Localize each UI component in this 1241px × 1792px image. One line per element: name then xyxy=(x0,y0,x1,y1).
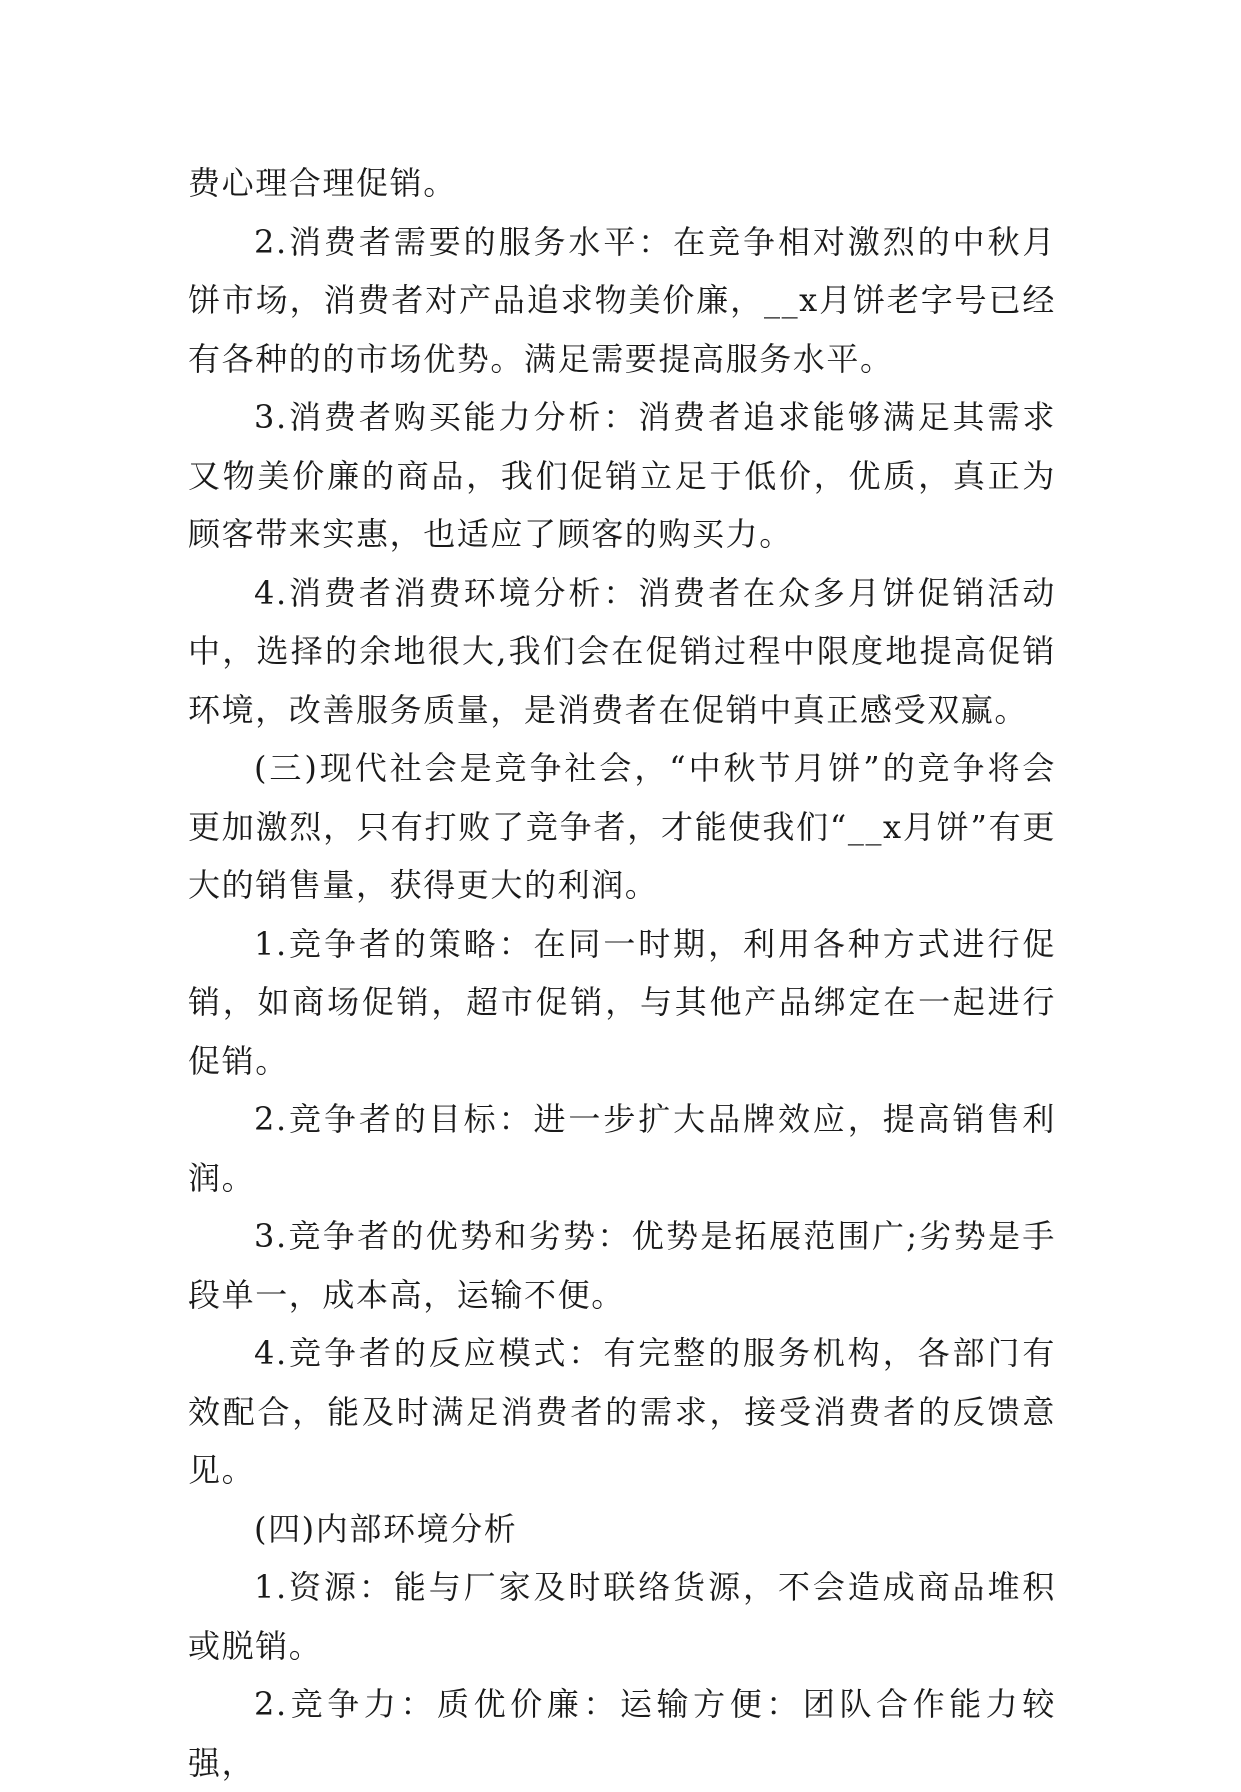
paragraph: 3.消费者购买能力分析：消费者追求能够满足其需求又物美价廉的商品，我们促销立足于低价，优质，真正为顾客带来实惠，也适应了顾客的购买力。 xyxy=(188,398,1056,553)
paragraph: 2.竞争者的目标：进一步扩大品牌效应，提高销售利润。 xyxy=(188,1100,1056,1197)
paragraph: (三)现代社会是竞争社会，“中秋节月饼”的竞争将会更加激烈，只有打败了竞争者，才能使我们“__x月饼”有更大的销售量，获得更大的利润。 xyxy=(188,749,1056,904)
paragraph: 2.竞争力：质优价廉：运输方便：团队合作能力较强， xyxy=(188,1685,1056,1782)
document-body xyxy=(188,154,1056,1792)
paragraph: 1.竞争者的策略：在同一时期，利用各种方式进行促销，如商场促销，超市促销，与其他产品绑定在一起进行促销。 xyxy=(188,924,1056,1080)
paragraph: 3.竞争者的优势和劣势：优势是拓展范围广;劣势是手段单一，成本高，运输不便。 xyxy=(188,1217,1056,1314)
paragraph: 1.资源：能与厂家及时联络货源，不会造成商品堆积或脱销。 xyxy=(188,1568,1056,1665)
paragraph: 费心理合理促销。 xyxy=(188,164,457,202)
paragraph: 4.竞争者的反应模式：有完整的服务机构，各部门有效配合，能及时满足消费者的需求，接受消费者的反馈意见。 xyxy=(188,1334,1056,1489)
paragraph: 4.消费者消费环境分析：消费者在众多月饼促销活动中，选择的余地很大,我们会在促销过程中限度地提高促销环境，改善服务质量，是消费者在促销中真正感受双赢。 xyxy=(188,573,1056,729)
paragraph: 2.消费者需要的服务水平：在竞争相对激烈的中秋月饼市场，消费者对产品追求物美价廉，__x月饼老字号已经有各种的的市场优势。满足需要提高服务水平。 xyxy=(188,222,1056,378)
section-heading: (四)内部环境分析 xyxy=(254,1509,518,1548)
